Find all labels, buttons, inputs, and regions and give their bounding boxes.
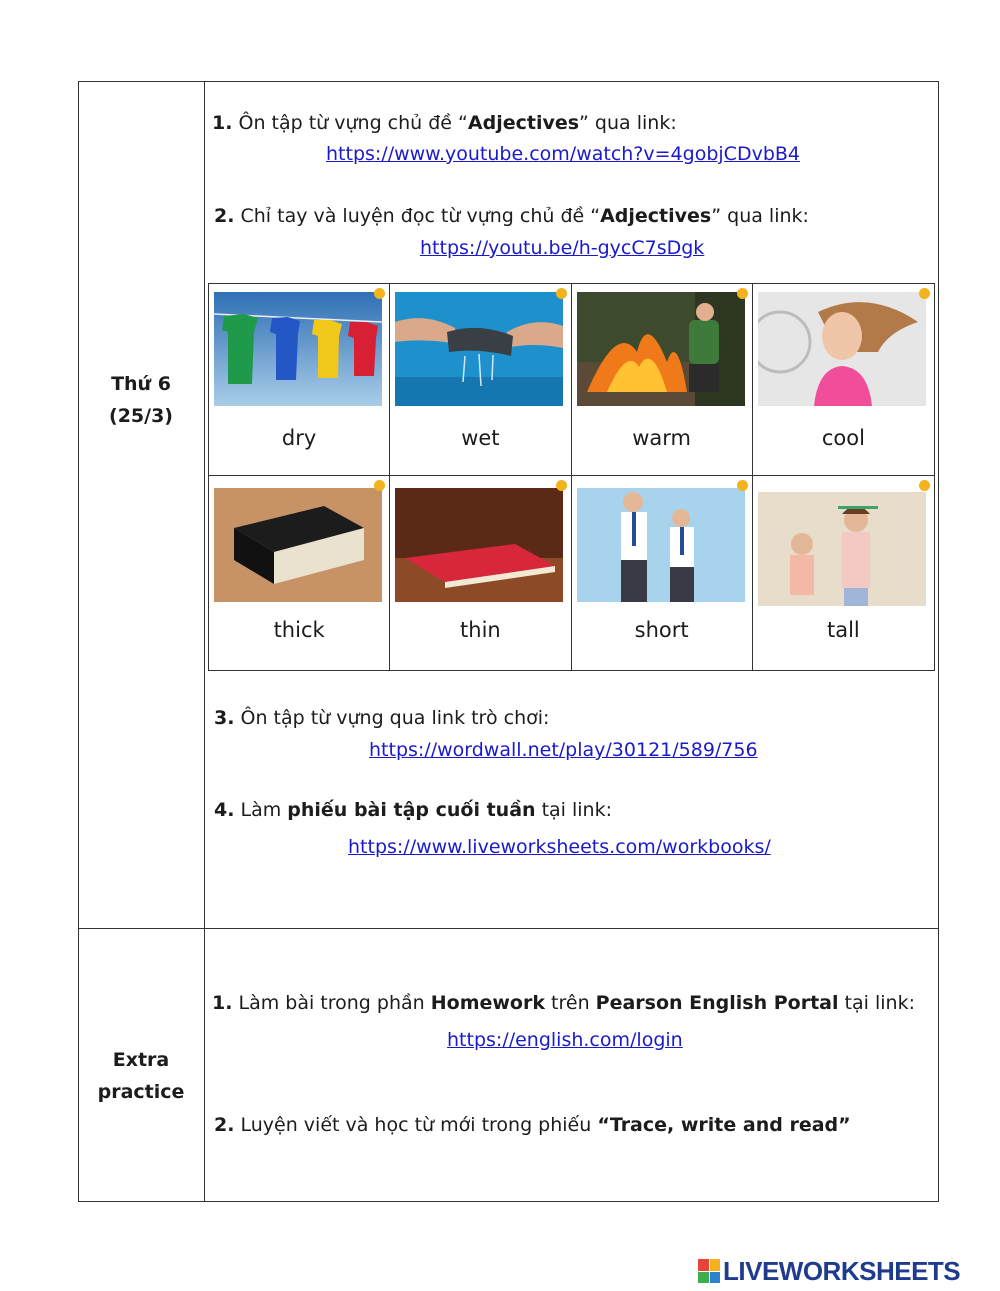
- badge-icon: [556, 288, 567, 299]
- wordwall-link[interactable]: https://wordwall.net/play/30121/589/756: [369, 739, 758, 761]
- vocab-card-short: [572, 476, 753, 670]
- day-label: [78, 368, 204, 432]
- thin-book-photo: [395, 488, 563, 602]
- extra-subtitle: practice: [97, 1081, 185, 1103]
- day-name: Thứ 6: [111, 373, 171, 395]
- vocab-word: dry: [281, 426, 317, 450]
- vocab-grid: [208, 283, 935, 671]
- vocab-card-wet: [390, 284, 571, 476]
- task-2: 2. Chỉ tay và luyện đọc từ vựng chủ đề “Adjectives” qua link:: [214, 205, 809, 227]
- vocab-word: warm: [632, 426, 691, 450]
- tall-girl-photo: [758, 492, 926, 606]
- task-4: 4. Làm phiếu bài tập cuối tuần tại link:: [214, 799, 613, 821]
- vocab-card-thick: [209, 476, 390, 670]
- windy-girl-photo: [758, 292, 926, 406]
- badge-icon: [919, 480, 930, 491]
- badge-icon: [556, 480, 567, 491]
- liveworksheets-logo: [698, 1255, 960, 1287]
- vocab-word: wet: [461, 426, 500, 450]
- logo-mark-icon: [698, 1259, 720, 1283]
- badge-icon: [374, 288, 385, 299]
- vocab-word: cool: [821, 426, 865, 450]
- liveworksheets-link[interactable]: https://www.liveworksheets.com/workbooks/: [348, 836, 771, 858]
- badge-icon: [374, 480, 385, 491]
- row-divider: [78, 928, 939, 929]
- badge-icon: [737, 288, 748, 299]
- short-man-photo: [577, 488, 745, 602]
- task-1: 1. Ôn tập từ vựng chủ đề “Adjectives” qua link:: [212, 112, 677, 134]
- vocab-card-cool: [753, 284, 934, 476]
- day-date: (25/3): [109, 405, 173, 427]
- vocab-card-warm: [572, 284, 753, 476]
- extra-label: [78, 1044, 204, 1108]
- vocab-card-tall: [753, 476, 934, 670]
- thick-book-photo: [214, 488, 382, 602]
- vocab-word: short: [634, 618, 689, 642]
- badge-icon: [919, 288, 930, 299]
- badge-icon: [737, 480, 748, 491]
- extra-title: Extra: [112, 1049, 170, 1071]
- column-divider: [204, 81, 205, 1202]
- vocab-word: thin: [460, 618, 501, 642]
- vocab-word: tall: [826, 618, 860, 642]
- youtu-be-link[interactable]: https://youtu.be/h-gycC7sDgk: [420, 237, 705, 259]
- english-login-link[interactable]: https://english.com/login: [447, 1029, 683, 1051]
- vocab-word: thick: [273, 618, 325, 642]
- clothesline-photo: [214, 292, 382, 406]
- logo-text: LIVEWORKSHEETS: [723, 1255, 961, 1286]
- youtube-link[interactable]: https://www.youtube.com/watch?v=4gobjCDvbB4: [326, 143, 800, 165]
- wringing-cloth-photo: [395, 292, 563, 406]
- extra-task-1: 1. Làm bài trong phần Homework trên Pearson English Portal tại link:: [212, 992, 915, 1014]
- extra-task-2: 2. Luyện viết và học từ mới trong phiếu “Trace, write and read”: [214, 1114, 851, 1136]
- task-3: 3. Ôn tập từ vựng qua link trò chơi:: [214, 707, 550, 729]
- campfire-photo: [577, 292, 745, 406]
- vocab-card-thin: [390, 476, 571, 670]
- vocab-card-dry: [209, 284, 390, 476]
